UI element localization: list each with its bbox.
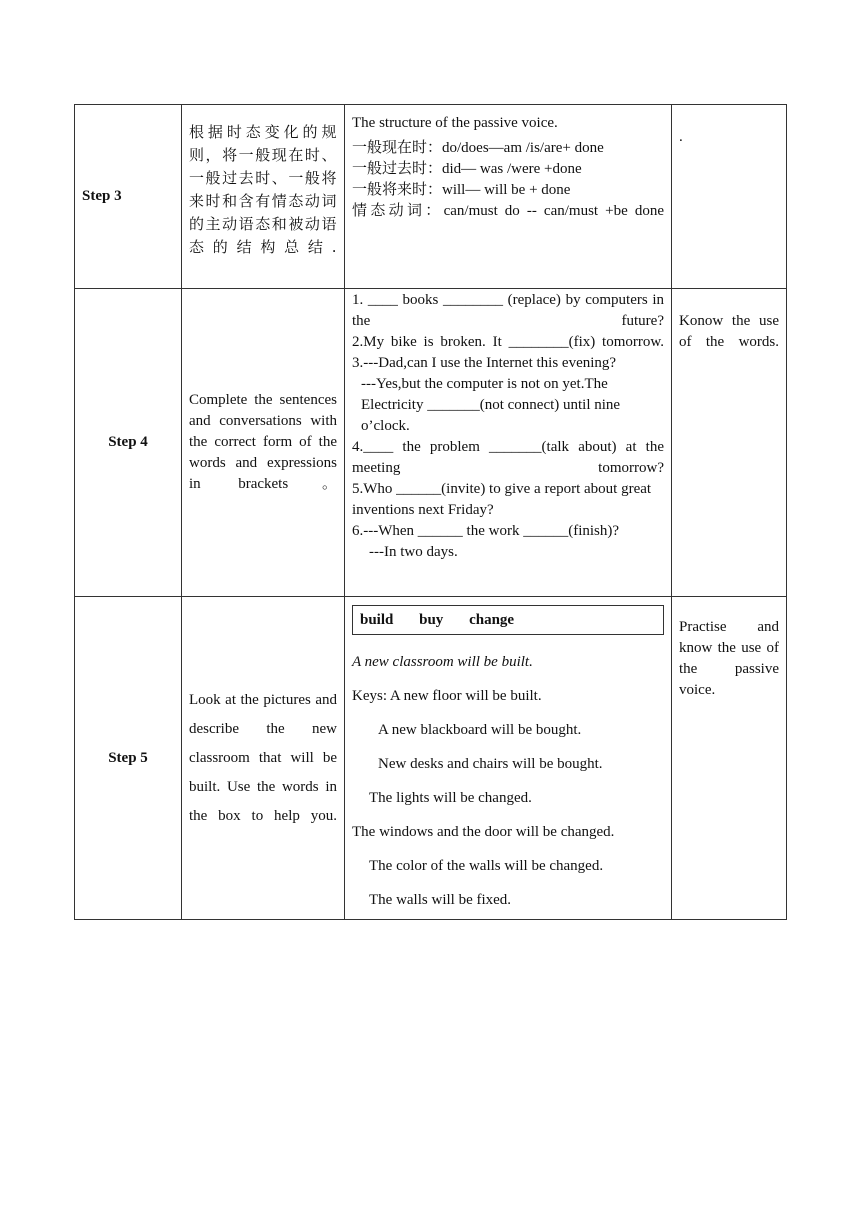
- box-word: change: [469, 612, 515, 628]
- table-row: [75, 105, 787, 289]
- step-label: Step 5: [75, 597, 182, 920]
- aim-cell: [672, 597, 787, 920]
- key-line: New desks and chairs will be bought.: [378, 756, 603, 772]
- content-line: 1. ____ books ________ (replace) by computers in the future?: [352, 292, 664, 329]
- content-line: 3.---Dad,can I use the Internet this evening?: [352, 355, 617, 371]
- content-line: 4.____ the problem _______(talk about) at the meeting tomorrow?: [352, 439, 664, 476]
- aim-text: Practise and know the use of the passive voice.: [679, 619, 779, 698]
- step-label: Step 4: [75, 289, 182, 597]
- content-line: 6.---When ______ the work ______(finish)?: [352, 523, 620, 539]
- key-line: A new blackboard will be bought.: [378, 722, 582, 738]
- task-text: Look at the pictures and describe the new classroom that will be built. Use the words in the box to help you.: [189, 691, 337, 824]
- key-line: The windows and the door will be changed.: [352, 824, 615, 840]
- aim-cell: [672, 105, 787, 289]
- box-word: build: [360, 612, 394, 628]
- content-cell: [345, 597, 672, 920]
- content-line: 一般将来时：will— will be + done: [352, 182, 571, 198]
- table-row: [75, 597, 787, 920]
- lesson-plan-table: [74, 104, 787, 920]
- content-line: 5.Who ______(invite) to give a report about great inventions next Friday?: [352, 481, 652, 518]
- task-text: Complete the sentences and conversations with the correct form of the words and expressions in brackets。: [189, 392, 337, 492]
- task-cell: [182, 105, 345, 289]
- task-cell: [182, 289, 345, 597]
- example-sentence: A new classroom will be built.: [352, 654, 533, 670]
- key-line: The color of the walls will be changed.: [369, 858, 604, 874]
- content-line: The structure of the passive voice.: [352, 115, 558, 131]
- content-cell: [345, 105, 672, 289]
- aim-cell: [672, 289, 787, 597]
- key-line: The lights will be changed.: [369, 790, 532, 806]
- task-cell: [182, 597, 345, 920]
- table-row: [75, 289, 787, 597]
- aim-text: .: [679, 129, 683, 145]
- box-word: buy: [419, 612, 444, 628]
- content-line: 情态动词：can/must do -- can/must +be done: [352, 203, 664, 219]
- content-line: 一般现在时：do/does—am /is/are+ done: [352, 140, 604, 156]
- content-line: ---Yes,but the computer is not on yet.The Electricity _______(not connect) until nine o’clock.: [361, 376, 621, 434]
- content-cell: [345, 289, 672, 597]
- content-line: ---In two days.: [369, 544, 458, 560]
- content-line: 2.My bike is broken. It ________(fix) tomorrow.: [352, 334, 664, 350]
- aim-text: Konow the use of the words.: [679, 313, 779, 350]
- word-box: [352, 605, 664, 635]
- key-line: Keys: A new floor will be built.: [352, 688, 542, 704]
- key-line: The walls will be fixed.: [369, 892, 512, 908]
- step-label: Step 3: [75, 105, 182, 289]
- task-text: 根据时态变化的规则，将一般现在时、一般过去时、一般将来时和含有情态动词的主动语态和被动语态的结构总结.: [189, 123, 337, 256]
- content-line: 一般过去时：did— was /were +done: [352, 161, 582, 177]
